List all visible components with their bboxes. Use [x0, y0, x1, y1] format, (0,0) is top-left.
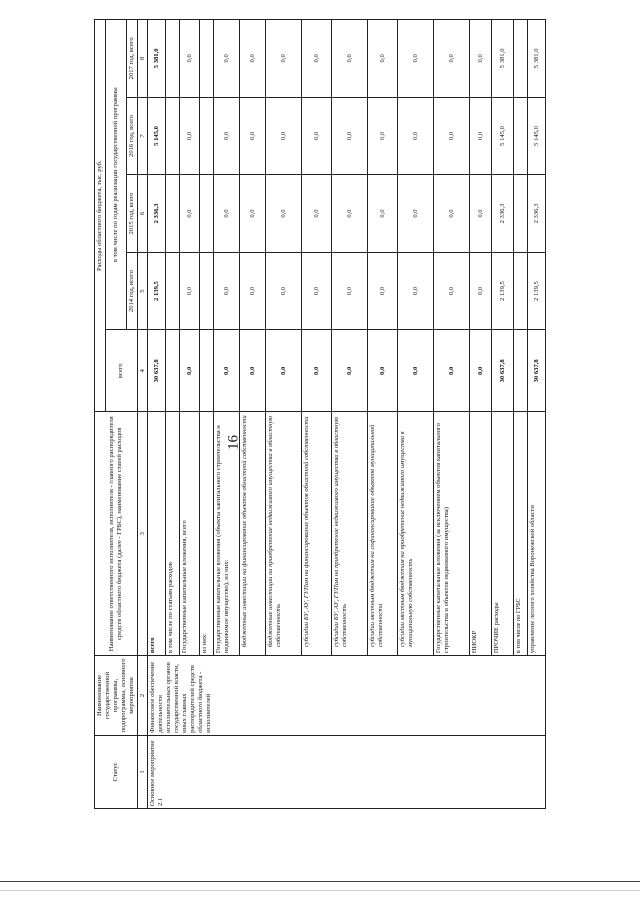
cell-2016: 0,0: [434, 97, 470, 175]
cell-2014: 0,0: [434, 252, 470, 330]
cell-2014: 2 139,5: [528, 252, 546, 330]
cell-2017: 0,0: [398, 20, 434, 98]
cell-2016: 0,0: [470, 97, 492, 175]
cell-total: 0,0: [214, 330, 240, 412]
cell-2014: 0,0: [214, 252, 240, 330]
cell-2014: 0,0: [180, 252, 200, 330]
cell-total: [200, 330, 214, 412]
cell-2015: 0,0: [240, 175, 266, 253]
cell-2015: [200, 175, 214, 253]
header-total: всего: [105, 330, 137, 412]
cell-2015: [514, 175, 528, 253]
row-label: субсидии БУ, АУ, ГУПам на финансирование объектов областной собственности: [302, 412, 332, 656]
cell-total: 0,0: [368, 330, 398, 412]
cell-2014: [166, 252, 180, 330]
row-label: управление лесного хозяйства Воронежской области: [528, 412, 546, 656]
cell-total: 30 637,8: [492, 330, 514, 412]
cell-2017: 0,0: [302, 20, 332, 98]
cell-2015: 0,0: [470, 175, 492, 253]
budget-table: [94, 19, 546, 809]
cell-2015: 0,0: [434, 175, 470, 253]
header-status: Статус: [95, 735, 138, 808]
col-number: 3: [137, 412, 148, 656]
cell-total: 0,0: [240, 330, 266, 412]
cell-total: [166, 330, 180, 412]
program-cell: Финансовое обеспечение деятельности исполнительных органов государственной власти, иных главных распорядителей средств областного бюджета - исполнителей: [148, 656, 546, 736]
cell-2017: 5 381,0: [148, 20, 166, 98]
cell-2016: 0,0: [302, 97, 332, 175]
header-program: Наименование государственной программы, подпрограммы, основного мероприятия: [95, 656, 138, 736]
cell-2015: 2 336,3: [492, 175, 514, 253]
cell-2015: 0,0: [332, 175, 368, 253]
cell-2017: 0,0: [470, 20, 492, 98]
cell-total: 0,0: [398, 330, 434, 412]
cell-2016: 0,0: [398, 97, 434, 175]
table-row: [148, 20, 166, 809]
col-number: 2: [137, 656, 148, 736]
cell-2016: 0,0: [180, 97, 200, 175]
cell-2014: 0,0: [470, 252, 492, 330]
cell-2014: 2 139,5: [148, 252, 166, 330]
cell-2017: [200, 20, 214, 98]
row-label: бюджетные инвестиции на финансирование объектов областной собственности: [240, 412, 266, 656]
cell-2016: [200, 97, 214, 175]
cell-2016: 0,0: [266, 97, 302, 175]
header-2014: 2014 год, всего: [126, 252, 137, 330]
cell-2014: [200, 252, 214, 330]
row-label: субсидии местным бюджетам на приобретение недвижимого имущества в муниципальную собственность: [398, 412, 434, 656]
row-label: в том числе по ГРБС: [514, 412, 528, 656]
cell-2017: 0,0: [214, 20, 240, 98]
header-2017: 2017 год, всего: [126, 20, 137, 98]
cell-total: 0,0: [266, 330, 302, 412]
col-number: 6: [137, 175, 148, 253]
header-2016: 2016 год, всего: [126, 97, 137, 175]
rotated-table-container: [94, 19, 640, 809]
row-label: субсидии БУ, АУ, ГУПам на приобретение недвижимого имущества в областную собственность: [332, 412, 368, 656]
cell-2017: 0,0: [332, 20, 368, 98]
col-number: 7: [137, 97, 148, 175]
col-number: 4: [137, 330, 148, 412]
cell-2017: 0,0: [180, 20, 200, 98]
row-label: Государственные капитальные вложения, всего: [180, 412, 200, 656]
row-label: всего: [148, 412, 166, 656]
cell-2016: [514, 97, 528, 175]
row-label: НИОКР: [470, 412, 492, 656]
cell-2017: 0,0: [266, 20, 302, 98]
row-label: Государственные капитальные вложения (за исключением объектов капитального строительства и объектов недвижимого имущества): [434, 412, 470, 656]
cell-2016: 5 145,0: [492, 97, 514, 175]
cell-2015: [166, 175, 180, 253]
row-label: бюджетные инвестиции на приобретение недвижимого имущества в областную собственность: [266, 412, 302, 656]
cell-2017: 5 381,0: [492, 20, 514, 98]
cell-2016: 0,0: [332, 97, 368, 175]
col-number: 8: [137, 20, 148, 98]
cell-total: 0,0: [302, 330, 332, 412]
cell-2015: 2 336,3: [148, 175, 166, 253]
cell-2016: [166, 97, 180, 175]
cell-2014: 0,0: [332, 252, 368, 330]
cell-2014: 0,0: [368, 252, 398, 330]
header-executor: Наименование ответственного исполнителя, исполнителя - главного распорядителя средств областного бюджета (далее - ГРБС), наименование статей расходов: [95, 412, 138, 656]
cell-total: 0,0: [434, 330, 470, 412]
cell-2014: 0,0: [266, 252, 302, 330]
cell-total: 0,0: [332, 330, 368, 412]
cell-2017: 0,0: [368, 20, 398, 98]
cell-2016: 0,0: [368, 97, 398, 175]
row-label: в том числе по статьям расходов: [166, 412, 180, 656]
cell-2014: 0,0: [302, 252, 332, 330]
cell-2014: 2 139,5: [492, 252, 514, 330]
cell-2015: 2 336,3: [528, 175, 546, 253]
row-label: субсидии местным бюджетам на софинансирование объектов муниципальной собственности: [368, 412, 398, 656]
cell-2015: 0,0: [368, 175, 398, 253]
cell-2015: 0,0: [302, 175, 332, 253]
cell-2015: 0,0: [214, 175, 240, 253]
cell-2017: 0,0: [434, 20, 470, 98]
cell-total: 0,0: [470, 330, 492, 412]
cell-total: 30 637,8: [528, 330, 546, 412]
cell-2014: 0,0: [398, 252, 434, 330]
cell-total: 0,0: [180, 330, 200, 412]
header-incl-years: в том числе по годам реализации государственной программы: [105, 20, 126, 330]
cell-total: [514, 330, 528, 412]
cell-2014: 0,0: [240, 252, 266, 330]
scan-edge-line: [0, 881, 640, 882]
status-cell: Основное мероприятие 2.1: [148, 735, 546, 808]
row-label: ПРОЧИЕ расходы: [492, 412, 514, 656]
cell-2016: 5 145,0: [528, 97, 546, 175]
row-label: Государственные капитальные вложения (объекты капитального строительства и недвижимое имущество), из них:: [214, 412, 240, 656]
page-number: 16: [225, 435, 242, 450]
col-number: 5: [137, 252, 148, 330]
cell-2015: 0,0: [180, 175, 200, 253]
cell-2016: 0,0: [214, 97, 240, 175]
header-expenses: Расходы областного бюджета, тыс. руб.: [95, 20, 106, 412]
col-number: 1: [137, 735, 148, 808]
cell-2017: 0,0: [240, 20, 266, 98]
cell-total: 30 637,8: [148, 330, 166, 412]
cell-2017: 5 381,0: [528, 20, 546, 98]
header-2015: 2015 год, всего: [126, 175, 137, 253]
cell-2015: 0,0: [398, 175, 434, 253]
scan-edge-line: [0, 890, 640, 891]
cell-2016: 0,0: [240, 97, 266, 175]
cell-2017: [514, 20, 528, 98]
cell-2017: [166, 20, 180, 98]
row-label: из них:: [200, 412, 214, 656]
cell-2015: 0,0: [266, 175, 302, 253]
cell-2014: [514, 252, 528, 330]
cell-2016: 5 145,0: [148, 97, 166, 175]
